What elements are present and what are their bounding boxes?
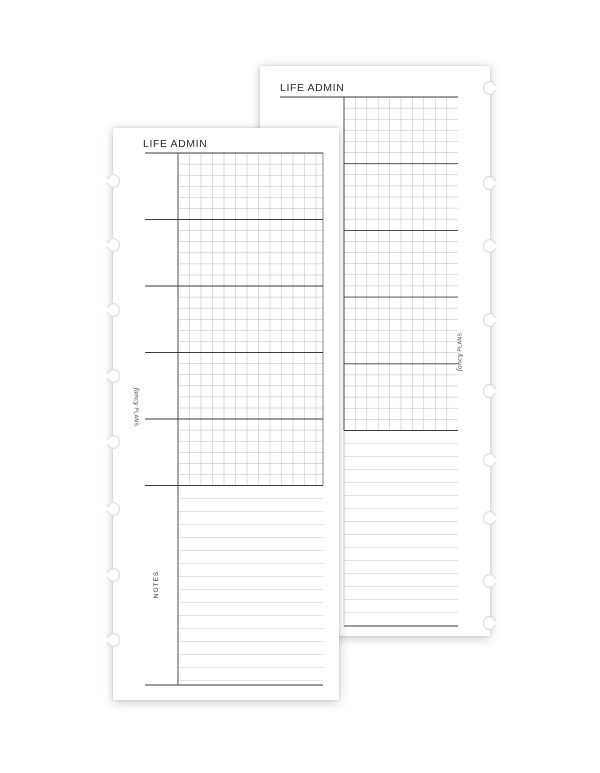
binding-notch <box>107 369 120 383</box>
binding-notch <box>483 313 496 327</box>
binding-notch <box>107 435 120 449</box>
binding-notch <box>107 502 120 516</box>
binding-notch <box>483 384 496 398</box>
front-planner-page <box>113 128 339 700</box>
brand-logo: fancy PLANS <box>455 332 464 372</box>
binding-notch <box>107 238 120 252</box>
binding-notch <box>107 633 120 647</box>
brand-logo: fancy PLANS <box>132 387 141 427</box>
binding-notch <box>483 239 496 253</box>
binding-notch <box>483 511 496 525</box>
binding-notch <box>107 174 120 188</box>
binding-notch <box>483 176 496 190</box>
front-page-grid <box>113 128 339 700</box>
binding-notch <box>107 568 120 582</box>
binding-notch <box>483 616 496 630</box>
page-title: LIFE ADMIN <box>143 138 208 150</box>
binding-notch <box>483 453 496 467</box>
binding-notch <box>483 81 496 95</box>
page-title: LIFE ADMIN <box>280 82 345 94</box>
binding-notch <box>107 303 120 317</box>
binding-notch <box>483 574 496 588</box>
notes-label: NOTES <box>153 570 161 599</box>
